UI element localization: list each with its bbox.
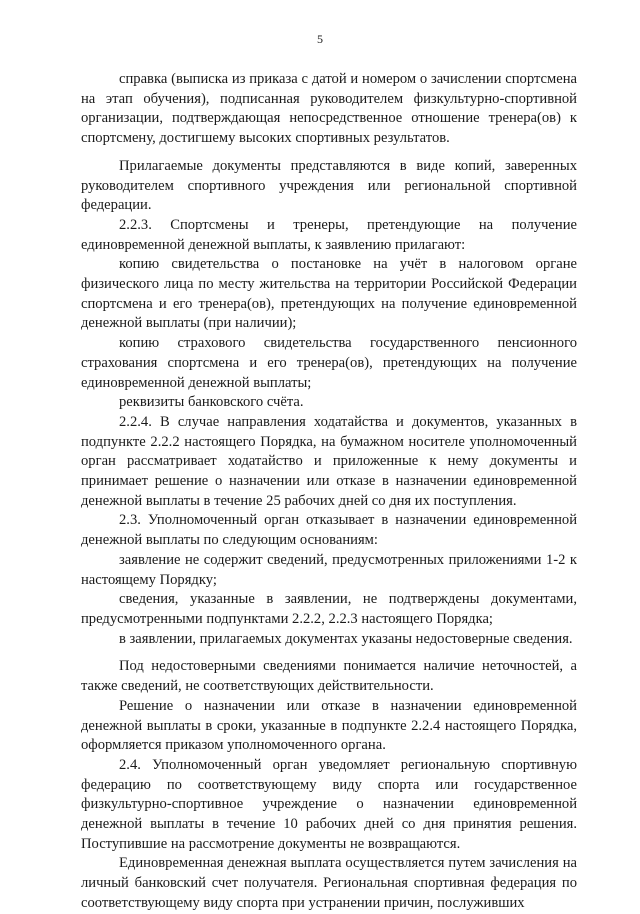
paragraph-2-4: 2.4. Уполномоченный орган уведомляет региональную спортивную федерацию по соответствующему виду спорта или государственное физкультурно-спортивное учреждение о назначении единовременной денежной выплаты в течение 10 рабочих дней со дня принятия решения. Поступившие на рассмотрение документы не возвращаются. (81, 756, 577, 852)
paragraph-tax-registration: копию свидетельства о постановке на учёт в налоговом органе физического лица по месту жительства на территории Российской Федерации спортсмена и его тренера(ов), претендующих на получение единовременной денежной выплаты (при наличии); (81, 256, 577, 332)
paragraph-payment: Единовременная денежная выплата осуществляется путем зачисления на личный банковский счет получателя. Региональная спортивная федерация по соответствующему виду спорта при устранении причин, послуживших (81, 855, 577, 911)
paragraph-2-2-4: 2.2.4. В случае направления ходатайства и документов, указанных в подпункте 2.2.2 настоящего Порядка, на бумажном носителе уполномоченный орган рассматривает ходатайство и приложенные к нему документы и принимает решение о назначении или отказе в назначении единовременной денежной выплаты в течение 25 рабочих дней со дня их поступления. (81, 413, 577, 509)
paragraph-gap (81, 149, 577, 157)
paragraph-missing-info: заявление не содержит сведений, предусмотренных приложениями 1-2 к настоящему Порядку; (81, 551, 577, 588)
paragraph-definition: Под недостоверными сведениями понимается наличие неточностей, а также сведений, не соответствующих действительности. (81, 658, 577, 695)
paragraph-pension-insurance: копию страхового свидетельства государственного пенсионного страхования спортсмена и его тренера(ов), претендующих на получение единовременной денежной выплаты; (81, 335, 577, 391)
paragraph-bank-details: реквизиты банковского счёта. (119, 394, 304, 411)
page-number: 5 (317, 32, 323, 46)
paragraph-2-3: 2.3. Уполномоченный орган отказывает в назначении единовременной денежной выплаты по следующим основаниям: (81, 512, 577, 549)
paragraph-false-info: в заявлении, прилагаемых документах указаны недостоверные сведения. (119, 630, 573, 647)
paragraph-certificate: справка (выписка из приказа с датой и номером о зачислении спортсмена на этап обучения), подписанная руководителем физкультурно-спортивной организации, подтверждающая непосредственное отношение тренера(ов) к спортсмену, достигшему высоких спортивных результатов. (81, 71, 577, 147)
paragraph-gap (81, 649, 577, 657)
document-body (81, 70, 577, 914)
paragraph-2-2-3: 2.2.3. Спортсмены и тренеры, претендующие на получение единовременной денежной выплаты, к заявлению прилагают: (81, 216, 577, 253)
paragraph-copies: Прилагаемые документы представляются в виде копий, заверенных руководителем спортивного учреждения или региональной спортивной федерации. (81, 157, 577, 214)
paragraph-decision: Решение о назначении или отказе в назначении единовременной денежной выплаты в сроки, указанные в подпункте 2.2.4 настоящего Порядка, оформляется приказом уполномоченного органа. (81, 697, 577, 754)
paragraph-unconfirmed: сведения, указанные в заявлении, не подтверждены документами, предусмотренными подпунктами 2.2.2, 2.2.3 настоящего Порядка; (81, 591, 577, 627)
